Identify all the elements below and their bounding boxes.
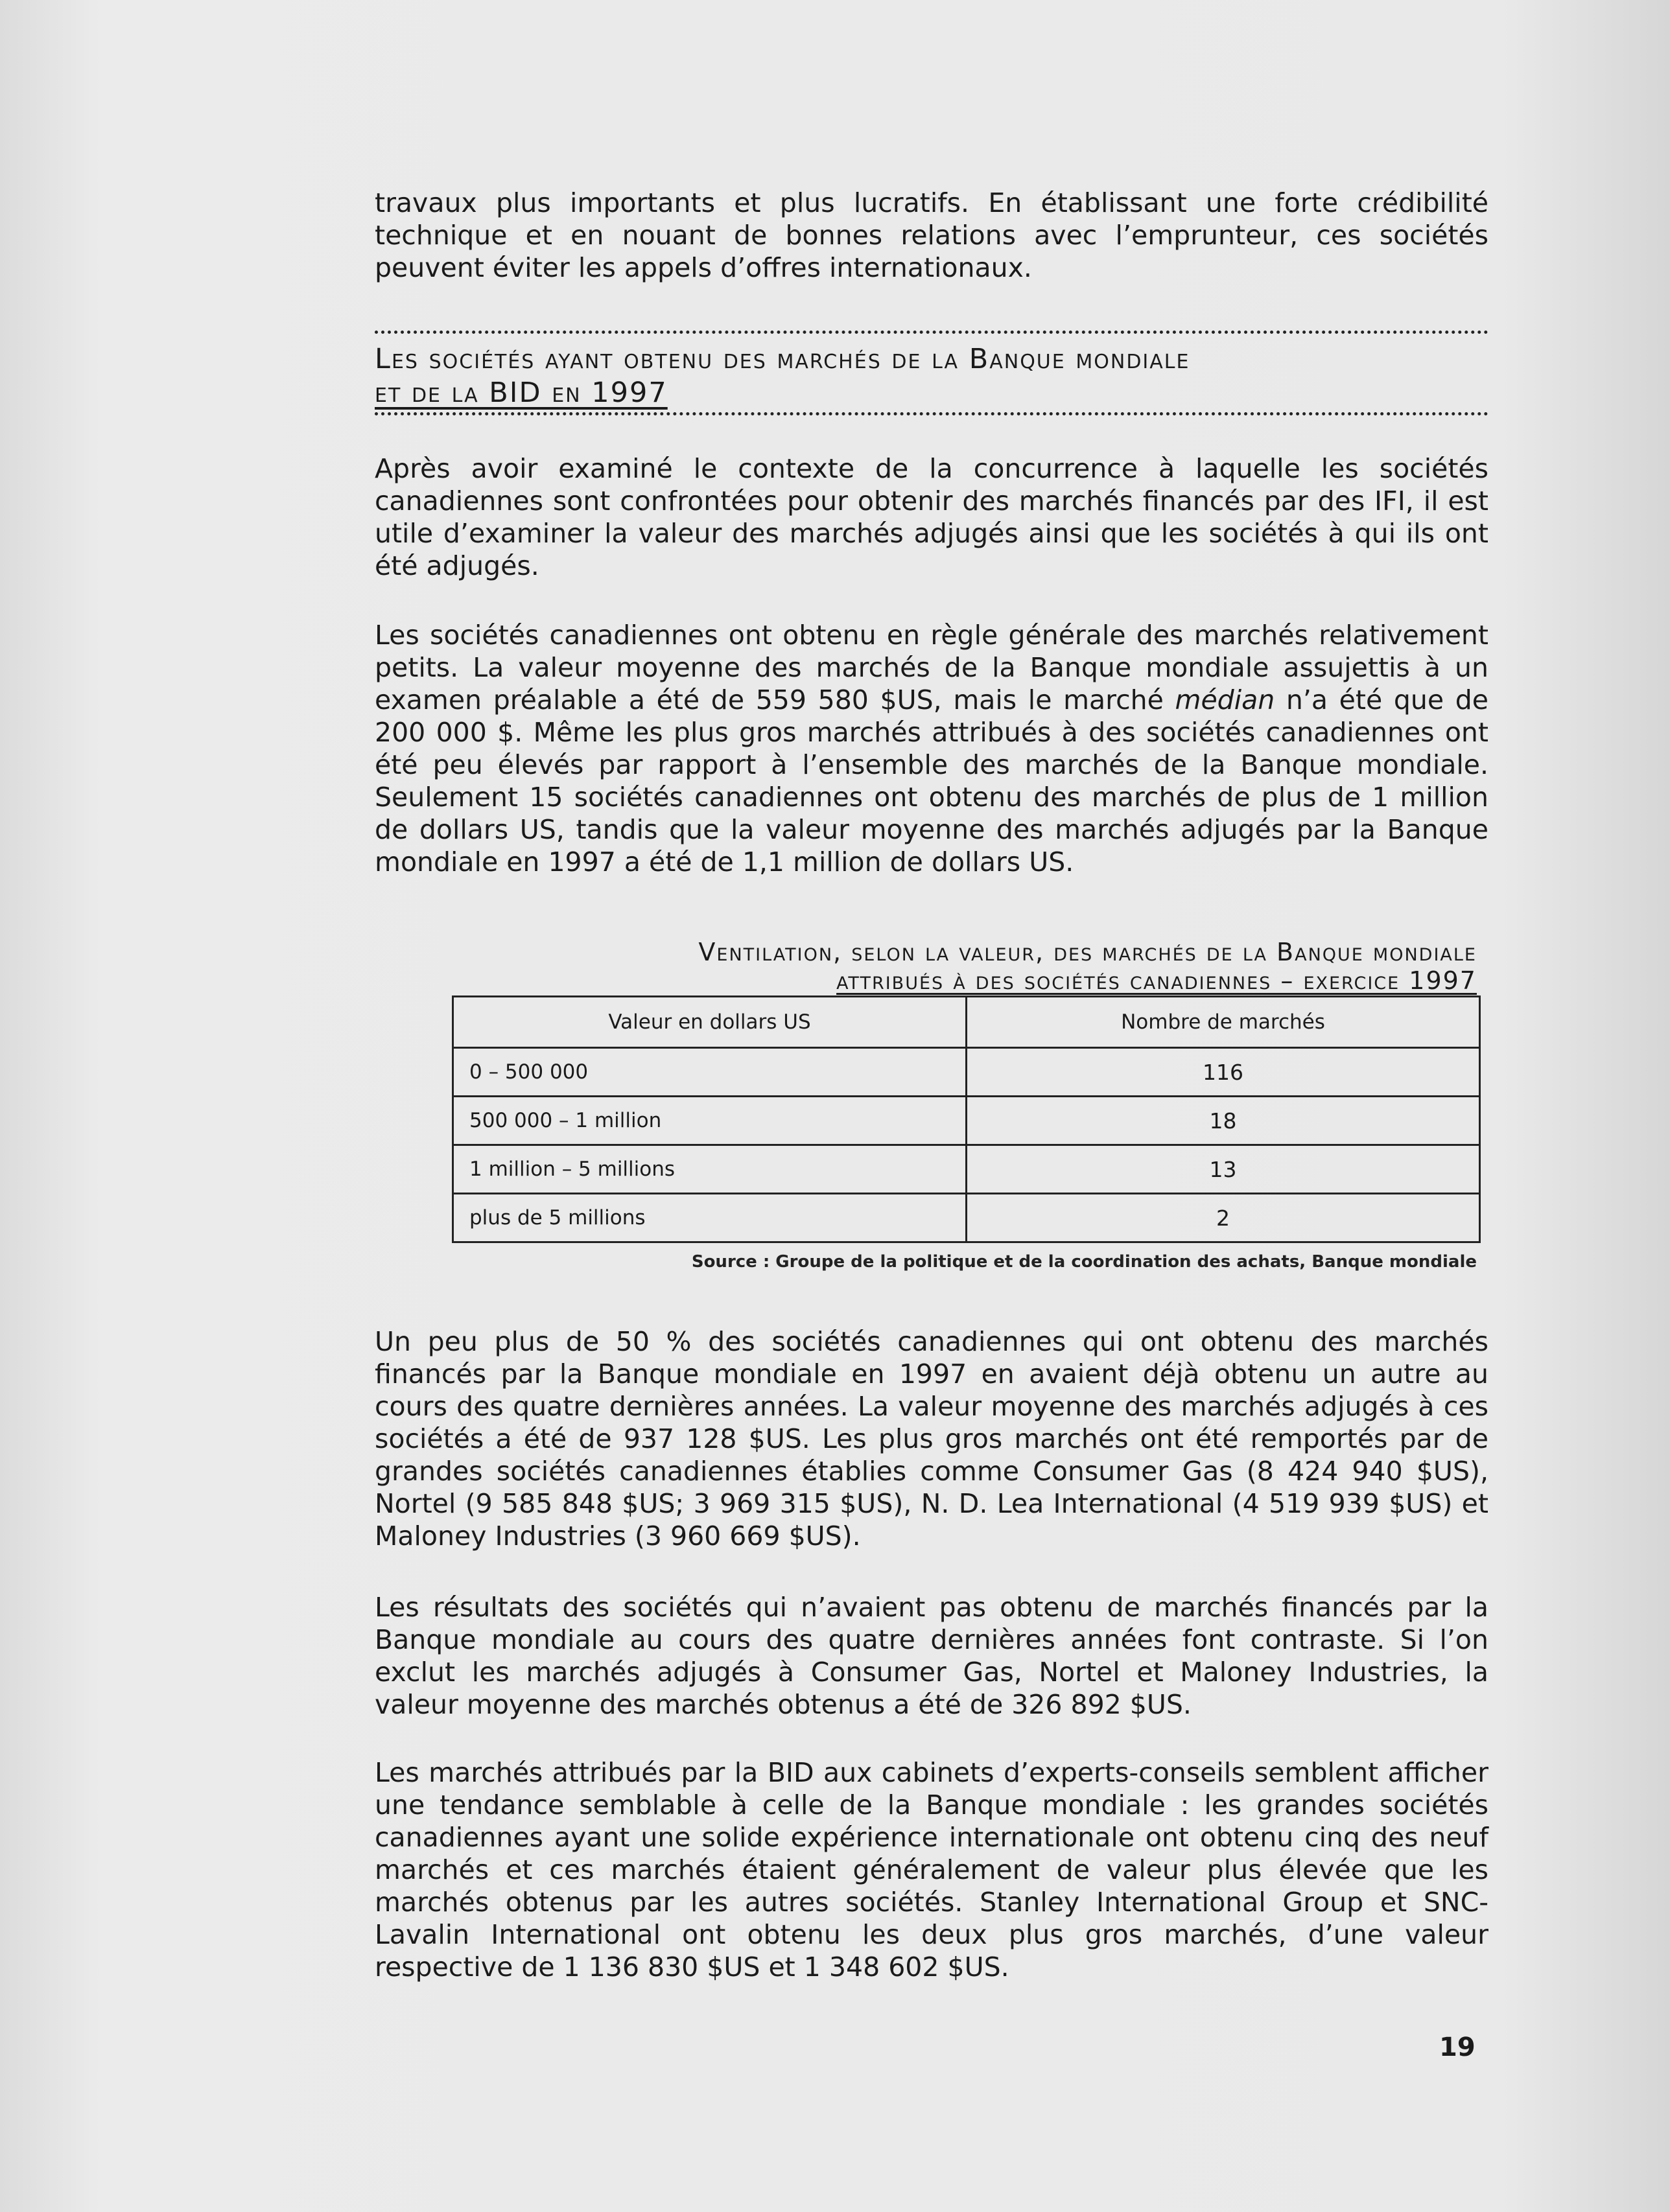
paragraph-intro: travaux plus importants et plus lucratifs. En établissant une forte crédibilité technique et en nouant de bonnes relations avec l’emprunteur, ces sociétés peuvent éviter les appels d’offres internationaux. (375, 187, 1488, 283)
paragraph-market-size (375, 619, 1488, 878)
heading-bottom-rule (375, 412, 1488, 415)
section-heading-line1: Les sociétés ayant obtenu des marchés de la Banque mondiale (375, 343, 1190, 375)
table-cell-range: plus de 5 millions (453, 1194, 967, 1242)
paragraph-new-firms: Les résultats des sociétés qui n’avaient pas obtenu de marchés financés par la Banque mondiale au cours des quatre dernières années font contraste. Si l’on exclut les marchés adjugés à Consumer Gas, Nortel et Maloney Industries, la valeur moyenne des marchés obtenus a été de 326 892 $US. (375, 1592, 1488, 1720)
table-cell-range: 1 million – 5 millions (453, 1145, 967, 1194)
section-heading-line2: et de la BID en 1997 (375, 377, 668, 409)
paragraph-bid-contracts: Les marchés attribués par la BID aux cabinets d’experts-conseils semblent afficher une tendance semblable à celle de la Banque mondiale : les grandes sociétés canadiennes ayant une solide expérience internationale ont obtenu cinq des neuf marchés et ces marchés étaient généralement de valeur plus élevée que les marchés obtenus par les autres sociétés. Stanley International Group et SNC-Lavalin International ont obtenu les deux plus gros marchés, d’une valeur respective de 1 136 830 $US et 1 348 602 $US. (375, 1757, 1488, 1983)
table-cell-count: 2 (967, 1194, 1480, 1242)
table-caption-line2: attribués à des sociétés canadiennes – exercice 1997 (836, 966, 1477, 995)
table-caption-line1: Ventilation, selon la valeur, des marchés de la Banque mondiale (698, 938, 1477, 966)
paragraph-market-size-text-b: n’a été que de 200 000 $. Même les plus gros marchés attribués à des sociétés canadiennes ont été peu élevés par rapport à l’ensemble des marchés de la Banque mondiale. Seulement 15 sociétés canadiennes ont obtenu des marchés de plus de 1 million de dollars US, tandis que la valeur moyenne des marchés adjugés par la Banque mondiale en 1997 a été de 1,1 million de dollars US. (375, 684, 1488, 878)
paragraph-market-size-text-a: Les sociétés canadiennes ont obtenu en règle générale des marchés relativement petits. La valeur moyenne des marchés de la Banque mondiale assujettis à un examen préalable a été de 559 580 $US, mais le marché (375, 620, 1488, 716)
table-row (453, 1048, 1480, 1097)
table-row (453, 1194, 1480, 1242)
table-cell-count: 116 (967, 1048, 1480, 1097)
paragraph-repeat-firms: Un peu plus de 50 % des sociétés canadiennes qui ont obtenu des marchés financés par la Banque mondiale en 1997 en avaient déjà obtenu un autre au cours des quatre dernières années. La valeur moyenne des marchés adjugés à ces sociétés a été de 937 128 $US. Les plus gros marchés ont été remportés par de grandes sociétés canadiennes établies comme Consumer Gas (8 424 940 $US), Nortel (9 585 848 $US; 3 969 315 $US), N. D. Lea International (4 519 939 $US) et Maloney Industries (3 960 669 $US). (375, 1326, 1488, 1552)
table-row (453, 1097, 1480, 1145)
table-header-value: Valeur en dollars US (453, 997, 967, 1048)
table-cell-range: 500 000 – 1 million (453, 1097, 967, 1145)
paragraph-context: Après avoir examiné le contexte de la concurrence à laquelle les sociétés canadiennes sont confrontées pour obtenir des marchés financés par des IFI, il est utile d’examiner la valeur des marchés adjugés ainsi que les sociétés à qui ils ont été adjugés. (375, 453, 1488, 581)
contracts-by-value-table (452, 995, 1481, 1243)
paragraph-market-size-emphasis: médian (1175, 684, 1275, 716)
heading-top-rule (375, 331, 1488, 334)
table-cell-count: 13 (967, 1145, 1480, 1194)
table-header-row (453, 997, 1480, 1048)
table-cell-count: 18 (967, 1097, 1480, 1145)
table-cell-range: 0 – 500 000 (453, 1048, 967, 1097)
table-header-count: Nombre de marchés (967, 997, 1480, 1048)
page-number: 19 (1439, 2032, 1476, 2062)
table-row (453, 1145, 1480, 1194)
table-source-note: Source : Groupe de la politique et de la coordination des achats, Banque mondiale (691, 1252, 1477, 1272)
